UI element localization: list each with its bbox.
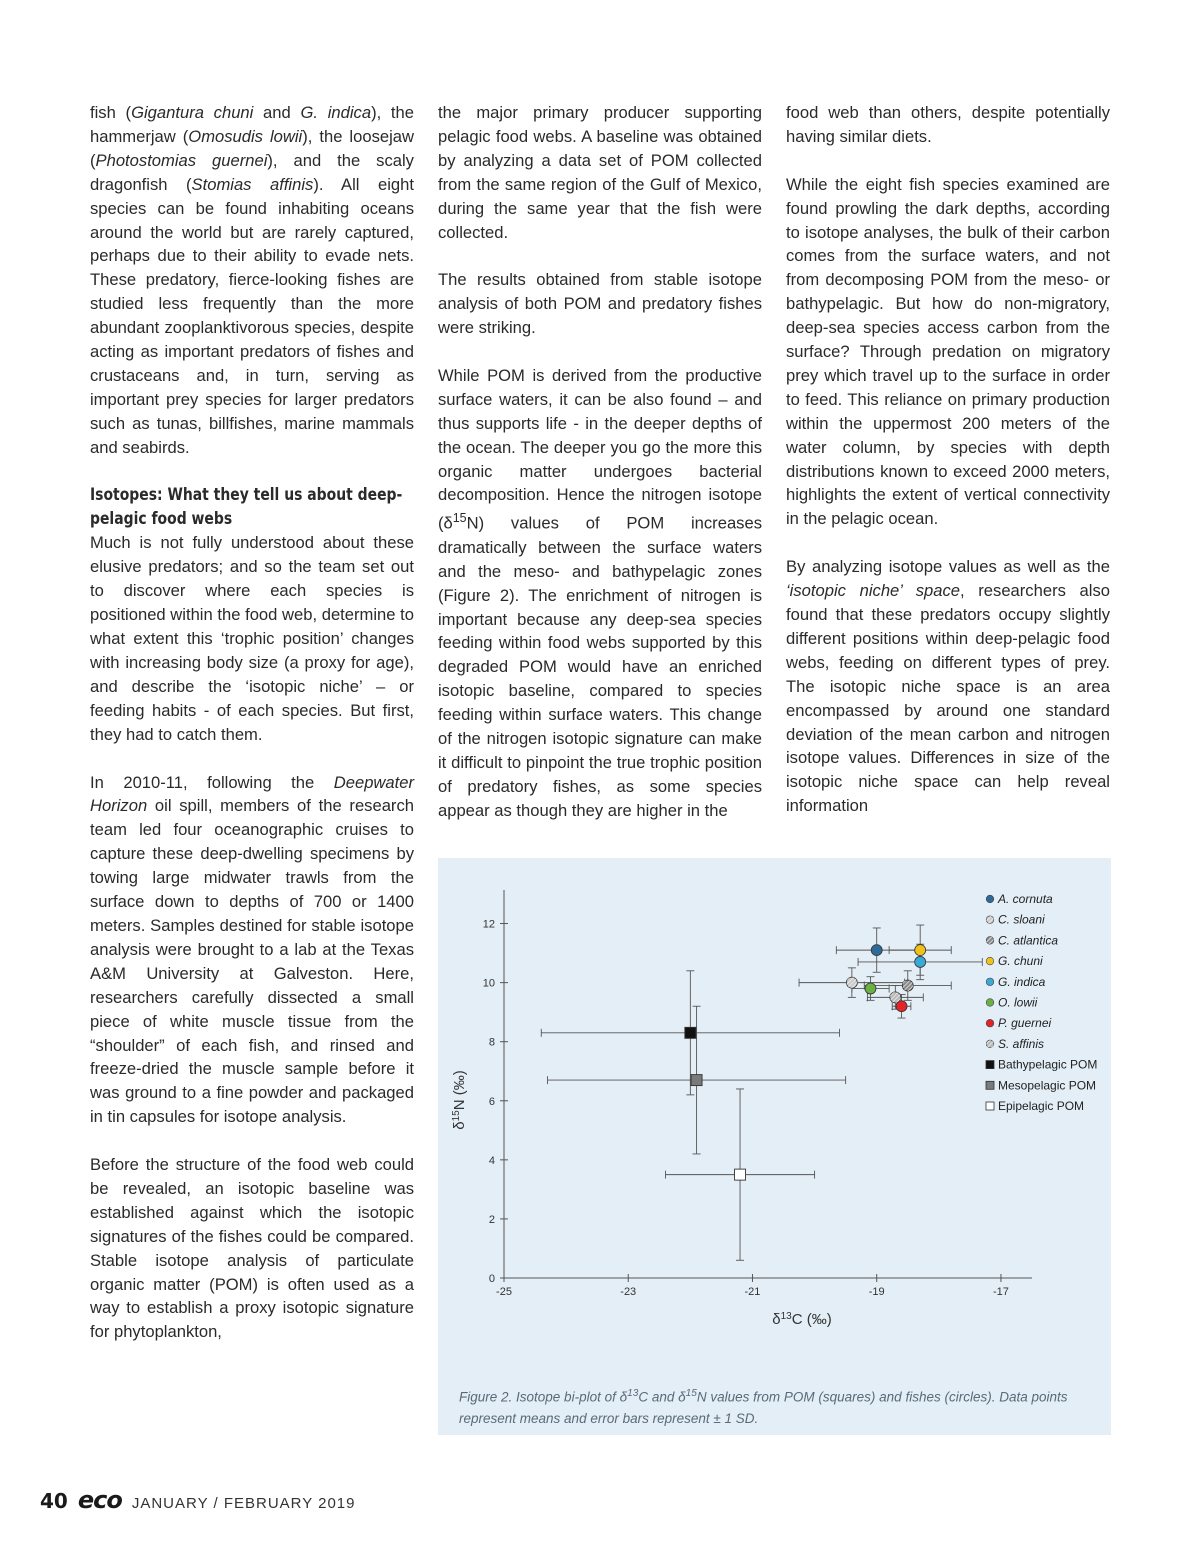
text: oil spill, members of the research team led four oceanographic cruises to capture these deep-dwelling specimens by towing large midwater trawls from the surface down to depths of 700 or 1400 meters. Samples destined for stable isotope analysis were brought to a lab at the Texas A&M University at Galveston. Here, researchers carefully dissected a small piece of white muscle tissue from the “shoulder” of each fish, and rinsed and freeze-dried the muscle sample before it was ground to a fine powder and packaged in tin capsules for isotope analysis.	[90, 796, 414, 1127]
data-point-bathypelagic-pom	[685, 1027, 696, 1038]
page-number: 40	[40, 1489, 68, 1513]
species-name: Gigantura chuni	[131, 103, 254, 122]
text: N) values of POM increases dramatically between the surface waters and the meso- and bathypelagic zones (Figure 2). The enrichment of nitrogen is important because any deep-sea species feeding within food webs supported by this degraded POM would have an enriched isotopic baseline, compared to species feeding within surface waters. This change of the nitrogen isotopic signature can make it difficult to pinpoint the true trophic position of predatory fishes, as some species appear as though they are higher in the	[438, 513, 762, 820]
legend-marker-o-lowii	[986, 999, 994, 1007]
section-heading: Isotopes: What they tell us about deep-pelagic food webs	[90, 485, 403, 530]
emphasis: Deepwater Horizon	[90, 772, 414, 816]
y-tick-label: 12	[482, 918, 495, 931]
species-name: G. indica	[300, 103, 372, 122]
text: C and δ	[638, 1389, 686, 1405]
paragraph: Much is not fully understood about these elusive predators; and so the team set out to discover where each species is positioned within the food web, determine to what extent this ‘trophic position’ changes with increasing body size (a proxy for age), and describe the ‘isotopic niche’ – or feeding habits - of each species. But first, they had to catch them.	[90, 533, 414, 744]
text: ), the loosejaw (	[90, 126, 414, 170]
issue-date: JANUARY / FEBRUARY 2019	[131, 1495, 356, 1512]
emphasis: ‘isotopic niche’ space	[786, 581, 960, 601]
paragraph: The results obtained from stable isotope analysis of both POM and predatory fishes were striking.	[438, 270, 762, 338]
paragraph: While the eight fish species examined are found prowling the dark depths, according to isotope analyses, the bulk of their carbon comes from the surface waters, and not from decomposing POM from the meso- or bathypelagic. But how do non-migratory, deep-sea species access carbon from the surface? Through predation on migratory prey which travel up to the surface in order to feed. This reliance on primary production within the uppermost 200 meters of the water column, by species with depth distributions known to exceed 2000 meters, highlights the extent of vertical connectivity in the pelagic ocean.	[786, 174, 1110, 529]
x-tick-label: -25	[496, 1286, 512, 1298]
legend-label-epipelagic-pom: Epipelagic POM	[998, 1099, 1085, 1113]
text: While POM is derived from the productive surface waters, it can be also found – and thus supports life - in the deeper depths of the ocean. The deeper you go the more this organic matter undergoes bacterial decomposition. Hence the nitrogen isotope (δ	[438, 365, 762, 533]
y-tick-label: 10	[482, 977, 495, 990]
chart-axes	[451, 890, 1033, 1328]
legend-label-g-indica: G. indica	[998, 974, 1046, 989]
x-tick-label: -19	[868, 1286, 885, 1298]
legend-label-o-lowii: O. lowii	[998, 995, 1038, 1010]
species-name: Photostomias guernei	[95, 150, 268, 170]
chart-error-bars	[541, 925, 982, 1260]
text: ). All eight species can be found inhabiting oceans around the world but are rarely captured, perhaps due to their ability to evade nets. These predatory, fierce-looking fishes are studied less frequently than the more abundant zooplanktivorous species, despite acting as important predators of fishes and crustaceans and, in turn, serving as important prey species for larger predators such as tunas, billfishes, marine mammals and seabirds.	[90, 174, 414, 457]
text: By analyzing isotope values as well as the	[786, 557, 1110, 577]
legend-marker-mesopelagic-pom	[986, 1081, 994, 1089]
superscript: 13	[627, 1388, 639, 1399]
data-point-a-cornuta	[871, 945, 882, 956]
legend-marker-hatch	[986, 1040, 994, 1048]
paragraph: food web than others, despite potentially having similar diets.	[786, 103, 1110, 146]
legend-marker-g-chuni	[986, 957, 994, 965]
data-point-g-chuni	[915, 945, 926, 956]
data-point-mesopelagic-pom	[691, 1075, 702, 1086]
legend-label-c-atlantica: C. atlantica	[998, 933, 1059, 948]
legend-marker-p-guernei	[986, 1019, 994, 1027]
superscript: 15	[685, 1388, 697, 1399]
legend-label-s-affinis: S. affinis	[998, 1036, 1045, 1051]
text: fish (	[90, 103, 132, 122]
magazine-logo: eco	[77, 1486, 122, 1514]
legend-label-mesopelagic-pom: Mesopelagic POM	[998, 1078, 1097, 1093]
paragraph	[438, 364, 762, 823]
chart-legend	[986, 892, 1097, 1113]
text: ), the hammerjaw (	[90, 103, 414, 146]
superscript: 15	[452, 511, 467, 526]
data-point-o-lowii	[865, 983, 876, 994]
y-tick-label: 8	[488, 1036, 495, 1049]
article-column-2	[438, 101, 762, 823]
data-point-hatch	[902, 980, 913, 991]
y-tick-label: 4	[488, 1154, 495, 1167]
data-point-hatch	[890, 992, 901, 1003]
y-tick-label: 6	[488, 1095, 495, 1108]
text: ), and the scaly dragonfish (	[90, 150, 414, 194]
x-tick-label: -21	[744, 1286, 761, 1298]
article-column-3	[786, 101, 1110, 818]
paragraph	[90, 101, 414, 460]
x-tick-label: -23	[620, 1286, 637, 1298]
isotope-biplot-chart	[438, 858, 1111, 1378]
legend-marker-g-indica	[986, 978, 994, 986]
paragraph	[786, 555, 1110, 818]
data-point-epipelagic-pom	[735, 1169, 746, 1180]
text: In 2010-11, following the	[90, 772, 334, 792]
legend-marker-hatch	[986, 916, 994, 924]
figure-caption	[459, 1383, 1104, 1429]
species-name: Omosudis lowii	[188, 126, 303, 146]
paragraph: the major primary producer supporting pelagic food webs. A baseline was obtained by analyzing a data set of POM collected from the same region of the Gulf of Mexico, during the same year that the fish were collected.	[438, 103, 762, 242]
y-tick-label: 2	[488, 1213, 495, 1226]
text: , researchers also found that these predators occupy slightly different positions within deep-pelagic food webs, feeding on different types of prey. The isotopic niche space is an area encompassed by around one standard deviation of the mean carbon and nitrogen isotope values. Differences in size of the isotopic niche space can help reveal information	[786, 581, 1110, 816]
legend-label-p-guernei: P. guernei	[998, 1016, 1052, 1031]
legend-label-g-chuni: G. chuni	[998, 954, 1043, 969]
text: and	[253, 103, 301, 122]
y-axis-label: $\delta^{15}N$ (‰)	[450, 1070, 468, 1130]
paragraph	[90, 771, 414, 1130]
figure-2	[438, 858, 1111, 1435]
legend-marker-hatch	[986, 937, 994, 945]
data-point-hatch	[846, 977, 857, 988]
legend-label-c-sloani: C. sloani	[998, 912, 1045, 927]
x-tick-label: -17	[992, 1286, 1009, 1298]
page-footer	[40, 1486, 356, 1514]
y-tick-label: 0	[488, 1273, 495, 1285]
legend-marker-epipelagic-pom	[986, 1102, 994, 1110]
legend-label-bathypelagic-pom: Bathypelagic POM	[998, 1057, 1098, 1072]
legend-marker-bathypelagic-pom	[986, 1061, 994, 1069]
text: Figure 2. Isotope bi-plot of δ	[459, 1389, 628, 1405]
x-axis-label: $\delta^{13}C$ (‰)	[772, 1310, 832, 1328]
data-point-g-indica	[915, 956, 926, 967]
text: N values from POM (squares) and fishes (circles). Data points represent means and error bars represent ± 1 SD.	[459, 1389, 1068, 1426]
species-name: Stomias affinis	[191, 174, 314, 194]
article-column-1	[90, 101, 414, 1344]
paragraph: Before the structure of the food web could be revealed, an isotopic baseline was established against which the isotopic signatures of the fishes could be compared. Stable isotope analysis of particulate organic matter (POM) is often used as a way to establish a proxy isotopic signature for phytoplankton,	[90, 1155, 414, 1342]
chart-markers	[685, 945, 926, 1180]
legend-marker-a-cornuta	[986, 895, 994, 903]
legend-label-a-cornuta: A. cornuta	[998, 892, 1053, 906]
